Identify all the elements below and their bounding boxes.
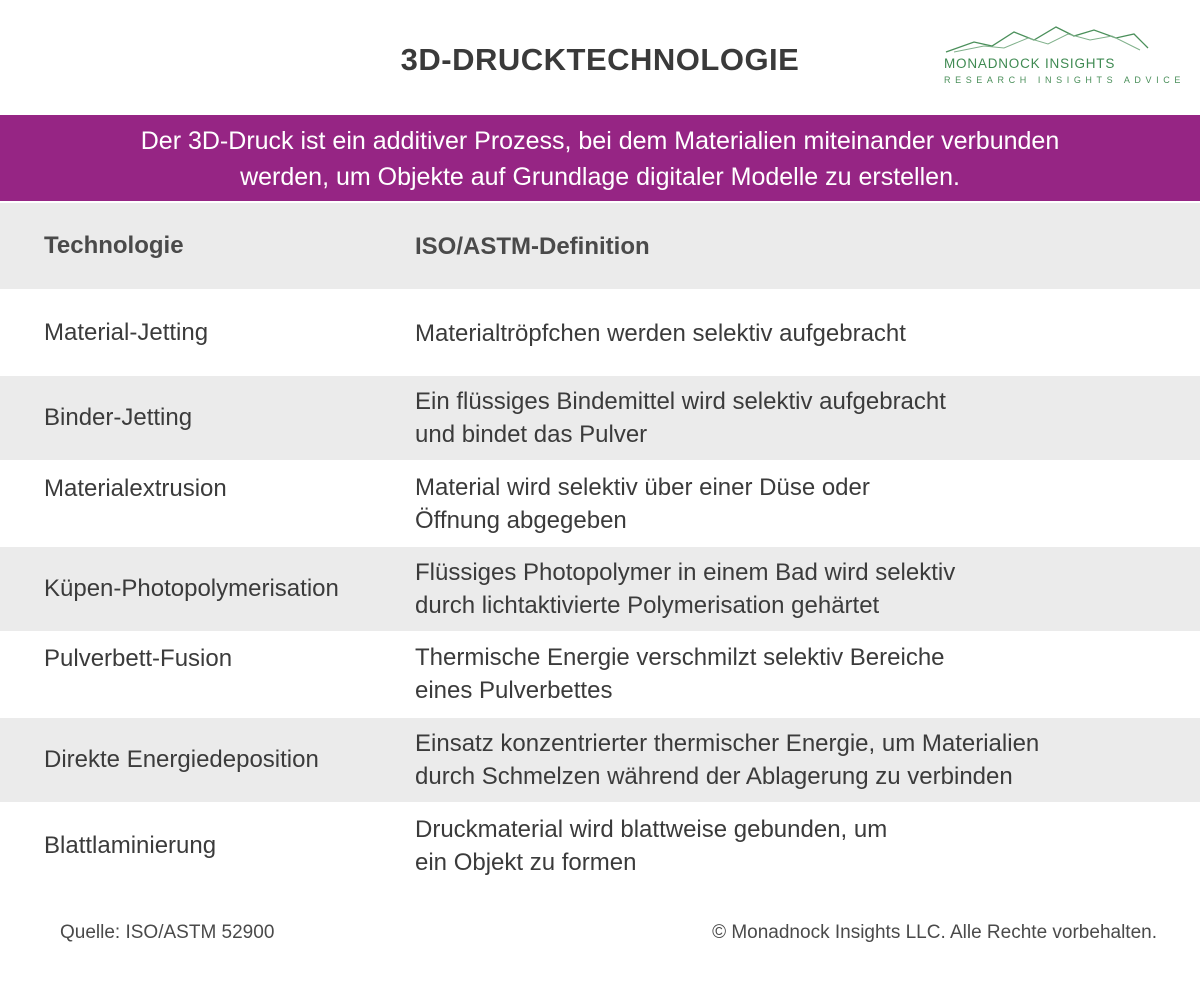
table-row [0,718,1200,802]
technology-cell: Material-Jetting [44,319,209,346]
table-row [0,376,1200,460]
table-row [0,804,1200,888]
definition-cell [415,471,870,537]
logo-name: MONADNOCK INSIGHTS [944,56,1116,71]
mountain-logo-icon [944,24,1150,54]
banner-line-2: werden, um Objekte auf Grundlage digitaler Modelle zu erstellen. [240,163,960,191]
definition-line: durch lichtaktivierte Polymerisation gehärtet [415,592,880,619]
definition-cell [415,385,946,451]
technology-cell: Pulverbett-Fusion [44,645,233,672]
definition-cell [415,641,945,707]
technology-cell: Küpen-Photopolymerisation [44,575,339,602]
definition-cell [415,556,955,622]
header-technology: Technologie [44,232,184,259]
copyright-note: © Monadnock Insights LLC. Alle Rechte vorbehalten. [712,922,1157,943]
page-title: 3D-DRUCKTECHNOLOGIE [400,42,800,77]
definition-cell [415,727,1039,793]
definition-line: und bindet das Pulver [415,421,648,448]
definition-line: eines Pulverbettes [415,677,613,704]
header-definition: ISO/ASTM-Definition [415,232,650,260]
table-row [0,291,1200,375]
definition-cell [415,813,887,879]
table-header-row [0,203,1200,289]
definition-line: Druckmaterial wird blattweise gebunden, um [415,816,888,843]
definition-line: durch Schmelzen während der Ablagerung zu verbinden [415,763,1013,790]
logo-tagline: RESEARCH INSIGHTS ADVICE [944,75,1185,85]
table-row [0,631,1200,717]
definition-line: Material wird selektiv über einer Düse oder [415,474,870,501]
definition-line: Einsatz konzentrierter thermischer Energie, um Materialien [415,730,1040,757]
definition-line: ein Objekt zu formen [415,849,637,876]
definition-line: Öffnung abgegeben [415,507,627,534]
table-row [0,461,1200,547]
source-note: Quelle: ISO/ASTM 52900 [60,922,275,943]
intro-banner [0,115,1200,201]
definition-cell [415,317,906,350]
banner-line-1: Der 3D-Druck ist ein additiver Prozess, bei dem Materialien miteinander verbunden [140,127,1060,155]
company-logo [944,24,1185,90]
technology-cell: Binder-Jetting [44,404,193,431]
definition-line: Ein flüssiges Bindemittel wird selektiv aufgebracht [415,388,946,415]
definition-line: Thermische Energie verschmilzt selektiv Bereiche [415,644,945,671]
technology-cell: Direkte Energiedeposition [44,746,319,773]
technology-cell: Materialextrusion [44,475,227,502]
table-row [0,547,1200,631]
definition-line: Flüssiges Photopolymer in einem Bad wird selektiv [415,559,956,586]
technology-cell: Blattlaminierung [44,832,217,859]
definition-line: Materialtröpfchen werden selektiv aufgebracht [415,319,906,347]
